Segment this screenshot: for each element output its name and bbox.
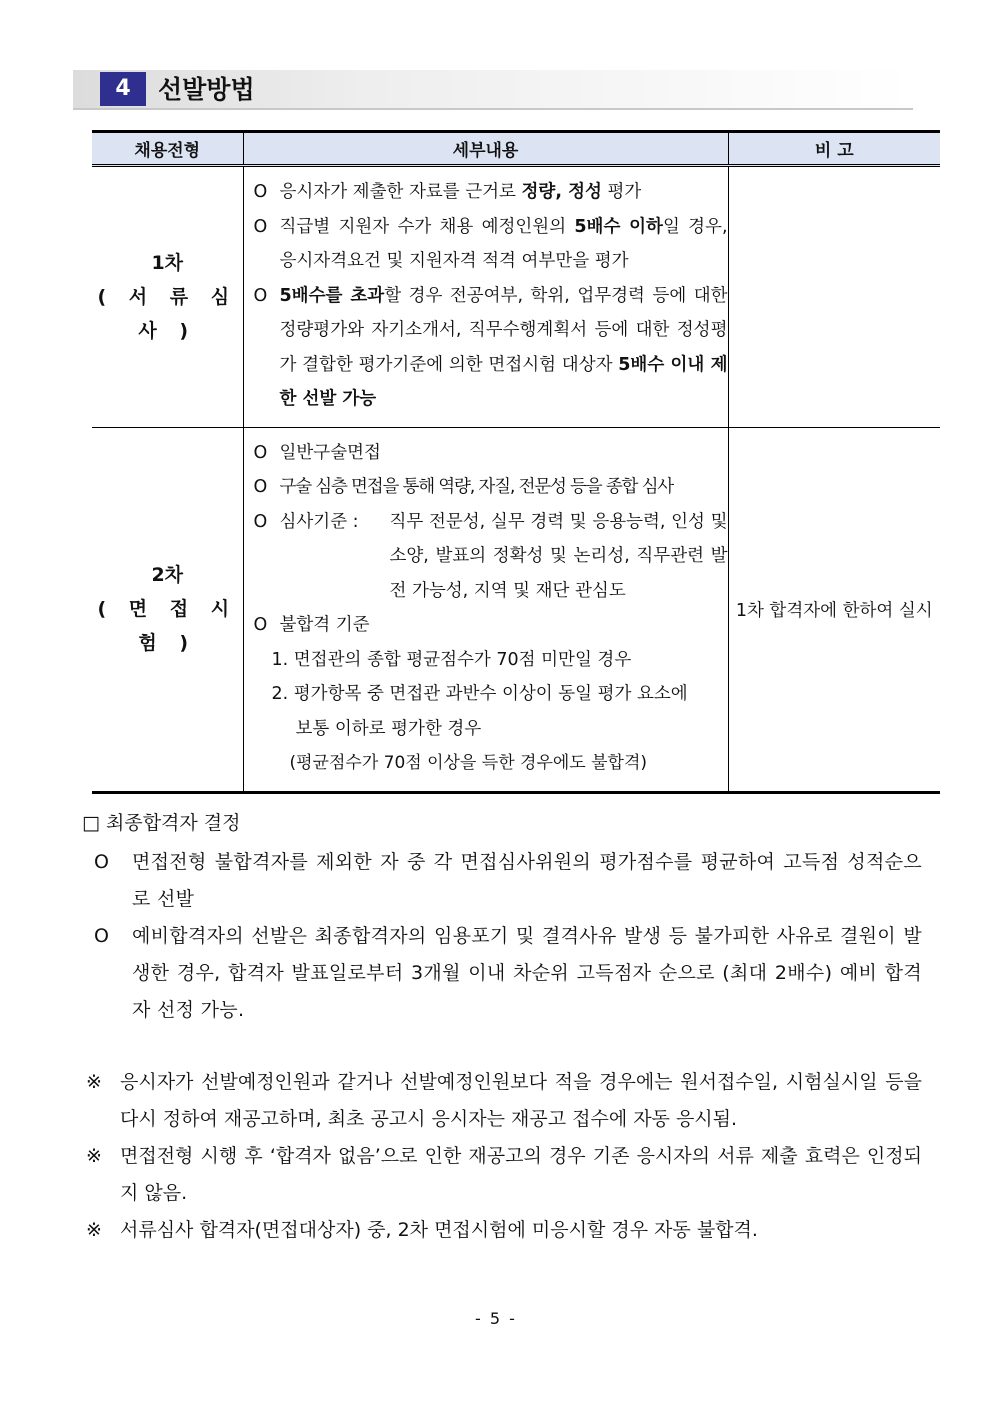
stage2-bullet-2: O 구술 심층 면접을 통해 역량, 자질, 전문성 등을 종합 심사 bbox=[253, 477, 673, 497]
stage2-criteria: O 심사기준 : 직무 전문성, 실무 경력 및 응용능력, 인성 및 소양, 발표의 정확성 및 논리성, 직무관련 발전 가능성, 지역 및 재단 관심도 bbox=[254, 505, 728, 609]
table-row-stage2 bbox=[92, 427, 940, 792]
stage2-name: 2차 bbox=[151, 564, 184, 586]
section-title: 선발방법 bbox=[158, 75, 255, 104]
note-1: ※ 응시자가 선발예정인원과 같거나 선발예정인원보다 적을 경우에는 원서접수일, 시험실시일 등을 다시 정하여 재공고하며, 최초 공고시 응시자는 재공고 접수에 자동 응시됨. bbox=[86, 1071, 922, 1130]
stage1-name: 1차 bbox=[151, 251, 184, 274]
note-2: ※ 면접전형 시행 후 ‘합격자 없음’으로 인한 재공고의 경우 기존 응시자의 서류 제출 효력은 인정되지 않음. bbox=[86, 1145, 922, 1204]
stage1-cell bbox=[92, 166, 243, 428]
final-heading: □ 최종합격자 결정 bbox=[82, 812, 241, 834]
stage2-fail-title: O 불합격 기준 bbox=[253, 615, 370, 635]
table-header-row bbox=[92, 132, 940, 166]
stage2-bullet-1: O 일반구술면접 bbox=[253, 442, 381, 463]
stage2-detail bbox=[243, 427, 728, 792]
note-3: ※ 서류심사 합격자(면접대상자) 중, 2차 면접시험에 미응시할 경우 자동 불합격. bbox=[86, 1219, 758, 1241]
header-type: 채용전형 bbox=[92, 132, 243, 166]
fail-note: (평균점수가 70점 이상을 득한 경우에도 불합격) bbox=[289, 753, 648, 773]
header-detail: 세부내용 bbox=[243, 132, 728, 166]
stage1-remark bbox=[728, 166, 940, 428]
stage1-sub: ( 서 류 심 사 ) bbox=[97, 285, 238, 342]
table-row-stage1 bbox=[92, 166, 940, 428]
stage2-cell bbox=[92, 427, 243, 792]
criteria-label: 심사기준 : bbox=[279, 511, 359, 532]
stage1-bullet-3: O 5배수를 초과할 경우 전공여부, 학위, 업무경력 등에 대한 정량평가와 자기소개서, 직무수행계획서 등에 대한 정성평가 결합한 평가기준에 의한 면접시험 대상자 5배수 이내 제한 선발 가능 bbox=[253, 285, 728, 409]
stage1-bullet-2: O 직급별 지원자 수가 채용 예정인원의 5배수 이하일 경우, 응시자격요건 및 지원자격 적격 여부만을 평가 bbox=[253, 216, 728, 271]
criteria-text: 직무 전문성, 실무 경력 및 응용능력, 인성 및 소양, 발표의 정확성 및 논리성, 직무관련 발전 가능성, 지역 및 재단 관심도 bbox=[389, 511, 728, 601]
final-item-2: O 예비합격자의 선발은 최종합격자의 임용포기 및 결격사유 발생 등 불가피한 사유로 결원이 발생한 경우, 합격자 발표일로부터 3개월 이내 차순위 고득점자 순으로 (최대 2배수) 예비 합격자 선정 가능. bbox=[94, 925, 922, 1021]
page-number: - 5 - bbox=[475, 1309, 517, 1328]
stage1-bullet-1: O 응시자가 제출한 자료를 근거로 정량, 정성 평가 bbox=[253, 182, 642, 202]
stage2-sub: ( 면 접 시 험 ) bbox=[97, 598, 238, 654]
section-number: 4 bbox=[100, 72, 146, 106]
notes bbox=[82, 1064, 922, 1249]
fail-item-1: 1. 면접관의 종합 평균점수가 70점 미만일 경우 bbox=[271, 649, 632, 670]
header-remark: 비 고 bbox=[728, 132, 940, 166]
stage2-remark: 1차 합격자에 한하여 실시 bbox=[728, 427, 940, 792]
final-selection bbox=[82, 806, 922, 1029]
fail-item-2: 2. 평가항목 중 면접관 과반수 이상이 동일 평가 요소에 보통 이하로 평가한 경우 bbox=[271, 684, 688, 739]
final-item-1: O 면접전형 불합격자를 제외한 자 중 각 면접심사위원의 평가점수를 평균하여 고득점 성적순으로 선발 bbox=[94, 851, 922, 910]
stage1-detail bbox=[243, 166, 728, 428]
selection-table bbox=[92, 130, 940, 794]
